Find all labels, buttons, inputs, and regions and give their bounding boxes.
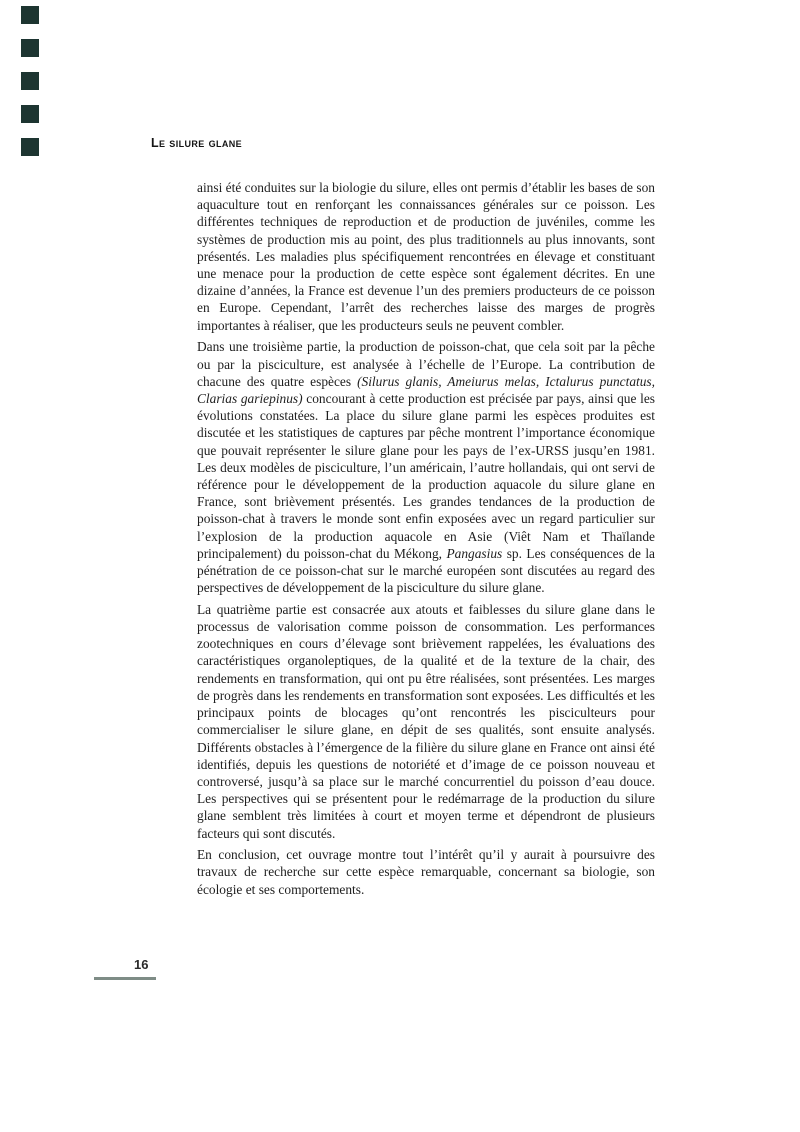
- page-body: [197, 179, 655, 898]
- text-run: sp. Les conséquences de la pénétration de ce poisson-chat sur le marché européen sont discutées au regard des perspectives de développement de la pisciculture du silure glane.: [197, 545, 655, 596]
- edge-square: [21, 39, 39, 57]
- edge-square: [21, 6, 39, 24]
- text-run: ainsi été conduites sur la biologie du silure, elles ont permis d’établir les bases de son aquaculture tout en renforçant les connaissances générales sur ce poisson. Les différentes techniques de reproduction et de production de juvéniles, comme les systèmes de production mis au point, des plus traditionnels au plus innovants, sont présentés. Les maladies plus spécifiquement rencontrées en élevage et constituant une menace pour la production de cette espèce sont également décrites. En une dizaine d’années, la France est devenue l’un des premiers producteurs de ce poisson en Europe. Cependant, l’arrêt des recherches laisse des marges de progrès importantes à réaliser, que les producteurs seuls ne peuvent combler.: [197, 180, 655, 333]
- footer-rule: [94, 977, 156, 980]
- edge-square: [21, 72, 39, 90]
- text-run: Dans une troisième partie, la production de poisson-chat, que cela soit par la pêche ou par la pisciculture, est analysée à l’échelle de l’Europe. La contribution de chacune des quatre espèces: [197, 339, 655, 389]
- text-run: La quatrième partie est consacrée aux atouts et faiblesses du silure glane dans le processus de valorisation comme poisson de consommation. Les performances zootechniques en cours d’élevage sont brièvement rappelées, les évaluations des caractéristiques organoleptiques, de la qualité et de la texture de la chair, des rendements en transformation, qui ont pu être réalisées, sont présentées. Les marges de progrès dans les rendements en transformation sont exposées. Les difficultés et les principaux points de blocages qu’ont rencontrés les pisciculteurs pour commercialiser le silure glane, en dépit de ses qualités, sont ensuite analysés. Différents obstacles à l’émergence de la filière du silure glane en France ont ainsi été identifiés, depuis les questions de notoriété et d’image de ce poisson nouveau et controversé, jusqu’à sa place sur le marché concurrentiel du poisson d’eau douce. Les perspectives qui se présentent pour le redémarrage de la production du silure glane semblent très limitées à court et moyen terme et dépendront de plusieurs facteurs qui sont discutés.: [197, 601, 655, 841]
- page-number: 16: [134, 957, 149, 972]
- running-header: Le silure glane: [151, 136, 243, 150]
- species-names-italic: (Silurus glanis, Ameiurus melas, Ictalurus punctatus, Clarias gariepinus): [197, 373, 655, 406]
- paragraph: [197, 601, 655, 842]
- paragraph: [197, 846, 655, 898]
- paragraph: [197, 179, 655, 334]
- edge-square: [21, 138, 39, 156]
- page-edge-marker: [21, 6, 39, 156]
- paragraph: [197, 338, 655, 596]
- edge-square: [21, 105, 39, 123]
- genus-name-italic: Pangasius: [446, 545, 503, 561]
- text-run: En conclusion, cet ouvrage montre tout l’intérêt qu’il y aurait à poursuivre des travaux de recherche sur cette espèce remarquable, concernant sa biologie, son écologie et ses comportements.: [197, 847, 655, 897]
- text-run: concourant à cette production est précisée par pays, ainsi que les évolutions constatées. La place du silure glane parmi les espèces produites est discutée et les statistiques de captures par pêche montrent l’importance économique que pouvait représenter le silure glane pour les pays de l’ex-URSS jusqu’en 1981. Les deux modèles de pisciculture, l’un américain, l’autre hollandais, qui ont servi de référence pour le développement de la production aquacole du silure glane en France, sont brièvement présentés. Les grandes tendances de la production de poisson-chat à travers le monde sont enfin exposées avec un regard particulier sur l’explosion de la production aquacole en Asie (Viêt Nam et Thaïlande principalement) du poisson-chat du Mékong,: [197, 390, 655, 561]
